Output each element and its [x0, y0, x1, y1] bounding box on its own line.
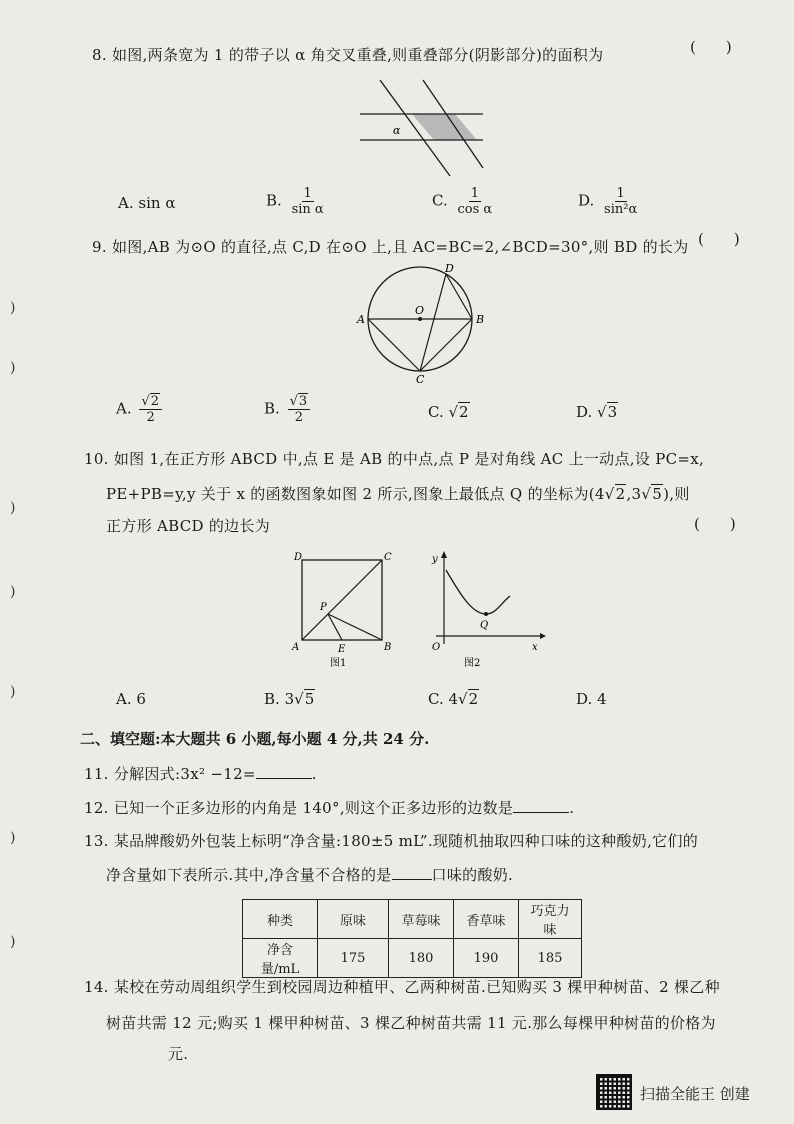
- q14-line3: 元.: [168, 1045, 189, 1063]
- q13-header-cell: 种类: [243, 900, 318, 939]
- q8-overlap-shade: [412, 114, 477, 140]
- q9-chord-cd: [420, 274, 446, 371]
- q9-option-a[interactable]: [116, 394, 162, 425]
- q10-c-label: C.: [428, 690, 444, 708]
- q8-a-label: A.: [118, 194, 134, 212]
- q13-data-cell: 180: [389, 939, 454, 978]
- q13-table: [242, 899, 582, 978]
- q13-data-cell: 175: [318, 939, 389, 978]
- q13-line2: 净含量如下表所示.其中,净含量不合格的是 口味的酸奶.: [106, 866, 514, 884]
- margin-mark: ): [10, 830, 16, 846]
- q10-b-label: B.: [264, 690, 280, 708]
- q10-a-value: 6: [136, 690, 146, 708]
- q9-d-radicand: 3: [607, 403, 618, 421]
- q9-label-c: C: [416, 373, 425, 384]
- q9-a-label: A.: [116, 399, 132, 418]
- qr-code-icon: [596, 1074, 632, 1110]
- q9-chord-bd: [446, 274, 472, 319]
- q9-option-d[interactable]: D. √3: [576, 403, 618, 421]
- q8-figure: [355, 78, 485, 178]
- q12-answer-blank[interactable]: [513, 798, 569, 813]
- q9-d-label: D.: [576, 403, 593, 421]
- q10-x-arrow: [540, 633, 546, 639]
- q10-d-label: D.: [576, 690, 593, 708]
- q11-text: 11. 分解因式:3x² −12=: [84, 765, 256, 783]
- q10-line2: PE+PB=y,y 关于 x 的函数图象如图 2 所示,图象上最低点 Q 的坐标为(4√2,3√5),则: [106, 485, 690, 503]
- q10-fig2-label-q: Q: [480, 620, 489, 631]
- q10-figure2: [420, 546, 550, 668]
- q9-b-label: B.: [264, 399, 280, 418]
- q10-fig1-label-d: D: [294, 552, 303, 563]
- q9-label-a: A: [357, 313, 365, 326]
- q10-fig1-label-e: E: [338, 644, 346, 655]
- q10-figure1: [290, 548, 400, 670]
- q9-label-b: B: [476, 313, 485, 326]
- q13-header-cell: 草莓味: [389, 900, 454, 939]
- q13-header-cell: 巧克力味: [519, 900, 582, 939]
- q10-fig1-label-a: A: [292, 642, 300, 653]
- margin-mark: ): [10, 684, 16, 700]
- q9-c-label: C.: [428, 403, 444, 421]
- q9-option-c[interactable]: C. √2: [428, 403, 469, 421]
- q10-option-d[interactable]: [576, 690, 607, 708]
- q13-table-header-row: [243, 900, 582, 939]
- q8-d-label: D.: [578, 191, 595, 210]
- q14-line2: 树苗共需 12 元;购买 1 棵甲种树苗、3 棵乙种树苗共需 11 元.那么每棵甲种树苗的价格为: [106, 1014, 716, 1032]
- q10-option-b[interactable]: B. 3√5: [264, 690, 315, 708]
- scanner-footer: [596, 1074, 786, 1114]
- q12: 12. 已知一个正多边形的内角是 140°,则这个正多边形的边数是 .: [84, 799, 575, 817]
- q12-text: 12. 已知一个正多边形的内角是 140°,则这个正多边形的边数是: [84, 799, 514, 817]
- margin-mark: ): [10, 500, 16, 516]
- q8-bracket: ( ): [690, 38, 732, 56]
- q10-fig2-label-y: y: [432, 554, 438, 565]
- q10-d-value: 4: [597, 690, 607, 708]
- q10-curve: [446, 570, 510, 614]
- q8-c-label: C.: [432, 191, 448, 210]
- scanner-watermark-text: 扫描全能王 创建: [640, 1085, 750, 1103]
- q13-header-cell: 原味: [318, 900, 389, 939]
- q13-data-cell: 190: [454, 939, 519, 978]
- q13-line1: 13. 某品牌酸奶外包装上标明“净含量:180±5 mL”.现随机抽取四种口味的这种酸奶,它们的: [84, 832, 699, 850]
- q8-option-a[interactable]: [118, 194, 175, 212]
- margin-mark: ): [10, 584, 16, 600]
- margin-mark: ): [10, 360, 16, 376]
- q8-b-fraction: $\frac{1}{\text{sin α}}$: [291, 186, 324, 217]
- q10-diagonal-ac: [302, 560, 382, 640]
- q10-fig1-caption: 图1: [330, 658, 347, 669]
- q8-text: 8. 如图,两条宽为 1 的带子以 α 角交叉重叠,则重叠部分(阴影部分)的面积为: [92, 46, 604, 64]
- q8-alpha-label: α: [393, 124, 401, 137]
- q9-text: 9. 如图,AB 为⊙O 的直径,点 C,D 在⊙O 上,且 AC=BC=2,∠BCD=30°,则 BD 的长为: [92, 238, 689, 256]
- q9-label-o: O: [415, 304, 425, 317]
- q10-fig1-label-c: C: [384, 552, 392, 563]
- q13-header-cell: 香草味: [454, 900, 519, 939]
- q14-line1: 14. 某校在劳动周组织学生到校园周边种植甲、乙两种树苗.已知购买 3 棵甲种树苗、2 棵乙种: [84, 978, 720, 996]
- q11-answer-blank[interactable]: [256, 764, 312, 779]
- q10-segment-pb: [328, 614, 382, 640]
- q10-fig1-label-p: P: [320, 602, 327, 613]
- q9-center-point: [418, 317, 422, 321]
- section2-title: 二、填空题:本大题共 6 小题,每小题 4 分,共 24 分.: [80, 730, 430, 748]
- q10-fig2-label-x: x: [532, 642, 538, 653]
- q8-d-fraction: $\frac{1}{\text{sin²α}}$: [604, 186, 638, 217]
- margin-mark: ): [10, 934, 16, 950]
- q13-data-cell: 净含量/mL: [243, 939, 318, 978]
- q8-a-value: sin α: [138, 194, 176, 212]
- q9-b-fraction: $\frac{√3}{2}$: [288, 394, 311, 425]
- q9-option-b[interactable]: [264, 394, 310, 425]
- q8-option-b[interactable]: [266, 186, 326, 217]
- q9-c-radicand: 2: [459, 403, 469, 421]
- q10-fig1-label-b: B: [384, 642, 392, 653]
- q9-bracket: ( ): [698, 230, 740, 248]
- q10-a-label: A.: [116, 690, 132, 708]
- q9-label-d: D: [445, 262, 454, 275]
- q9-chord-bc: [420, 319, 472, 371]
- q10-fig2-label-o: O: [432, 642, 441, 653]
- q13-data-cell: 185: [519, 939, 582, 978]
- q10-y-arrow: [441, 551, 447, 558]
- q10-line1: 10. 如图 1,在正方形 ABCD 中,点 E 是 AB 的中点,点 P 是对角线 AC 上一动点,设 PC=x,: [84, 450, 705, 468]
- q8-c-fraction: $\frac{1}{\text{cos α}}$: [457, 186, 493, 217]
- q10-option-a[interactable]: [116, 690, 146, 708]
- q10-point-q: [484, 612, 488, 616]
- q10-option-c[interactable]: C. 4√2: [428, 690, 479, 708]
- margin-mark: ): [10, 300, 16, 316]
- q9-chord-ac: [368, 319, 420, 371]
- q10-fig2-caption: 图2: [464, 658, 481, 668]
- q11: 11. 分解因式:3x² −12= .: [84, 765, 317, 783]
- q9-a-fraction: $\frac{√2}{2}$: [139, 394, 162, 425]
- q10-bracket: ( ): [694, 515, 736, 533]
- q9-figure: [355, 262, 495, 384]
- q13-table-data-row: [243, 939, 582, 978]
- q8-option-d[interactable]: [578, 186, 639, 217]
- q13-answer-blank[interactable]: [392, 865, 432, 880]
- q10-line3: 正方形 ABCD 的边长为: [106, 517, 271, 535]
- q8-option-c[interactable]: [432, 186, 494, 217]
- q8-b-label: B.: [266, 191, 282, 210]
